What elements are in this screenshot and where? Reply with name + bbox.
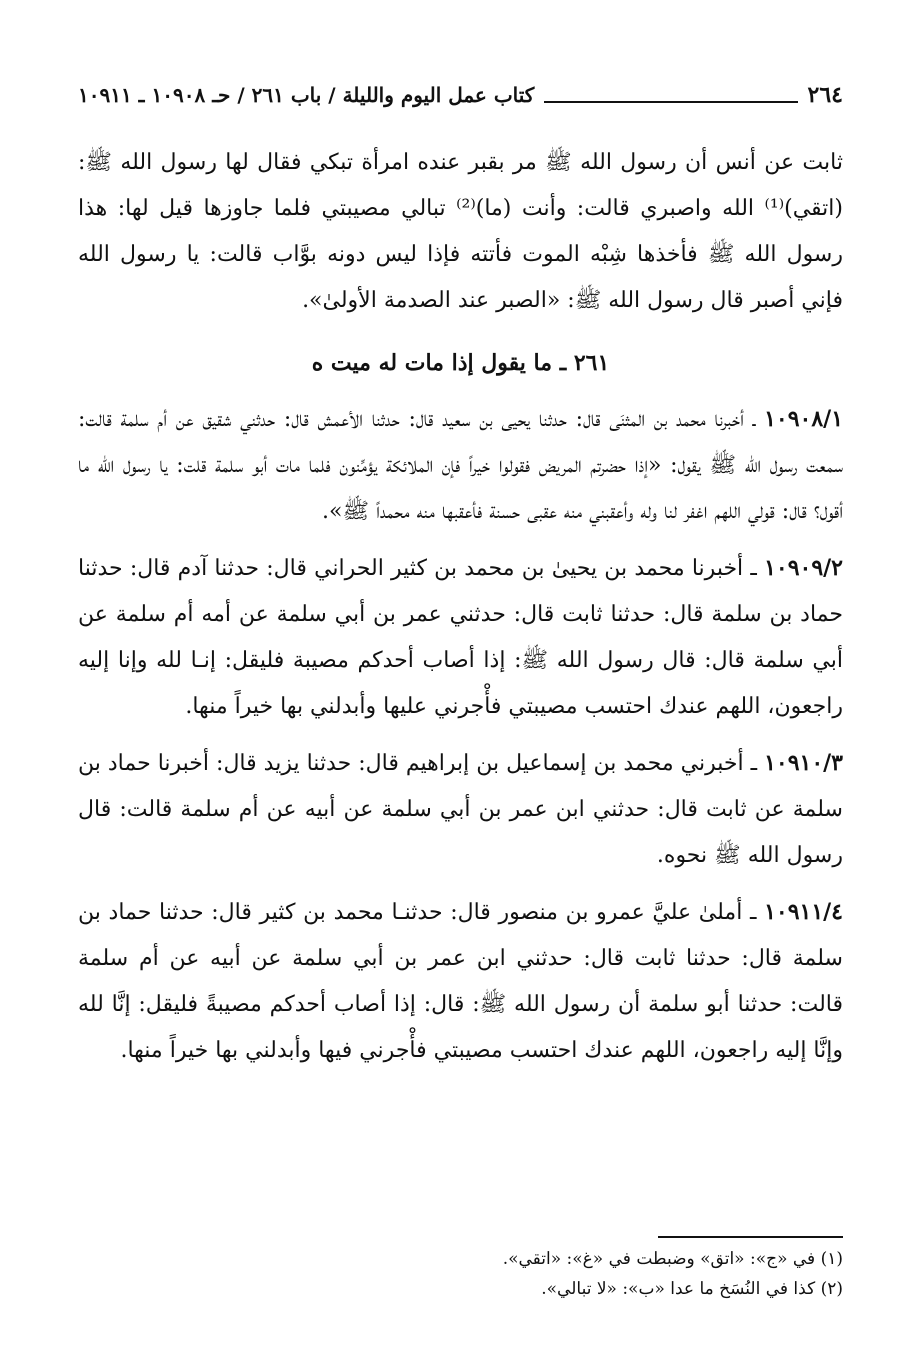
hadith-number: ١٠٩٠٨/١ <box>764 406 844 432</box>
page-number: ٢٦٤ <box>807 82 843 108</box>
footnote-rule <box>658 1236 843 1238</box>
intro-paragraph: ثابت عن أنس أن رسول الله ﷺ مر بقبر عنده امرأة تبكي فقال لها رسول الله ﷺ: (اتقي)⁽¹⁾ الله واصبري قالت: وأنت (ما)⁽²⁾ تبالي مصيبتي فلما جاوزها قيل لها: هذا رسول الله ﷺ فأخذها شِبْه الموت فأتته فإذا ليس دونه بوَّاب قالت: يا رسول الله فإني أصبر قال رسول الله ﷺ: «الصبر عند الصدمة الأولىٰ». <box>78 150 843 313</box>
header-rule <box>544 101 797 103</box>
hadith-number: ١٠٩١١/٤ <box>764 899 843 925</box>
footnotes <box>78 1236 843 1304</box>
body-text <box>78 140 843 1074</box>
hadith-text: ـ أخبرنا محمد بن المثنَى قال: حدثنا يحيى بن سعيد قال: حدثنا الأعمش قال: حدثني شقيق عن أم سلمة قالت: سمعت رسول الله ﷺ يقول: «إذا حضرتم المريض فقولوا خيراً فإن الملائكة يؤمِّنون فلما مات أبو سلمة قلت: يا رسول الله ما أقول؟ قال: قولي اللهم اغفر لنا وله وأعقبني منه عقبى حسنة فأعقبها منه محمداً ﷺ». <box>78 407 843 524</box>
hadith-text: ـ أخبرني محمد بن إسماعيل بن إبراهيم قال: حدثنا يزيد قال: أخبرنا حماد بن سلمة عن ثابت قال: حدثني ابن عمر بن أبي سلمة عن أبيه عن أم سلمة قالت: قال رسول الله ﷺ نحوه. <box>78 751 843 868</box>
hadith-entry <box>78 545 843 730</box>
hadith-number: ١٠٩٠٩/٢ <box>764 555 843 581</box>
hadith-entry <box>78 740 843 879</box>
hadith-entry <box>78 889 843 1074</box>
footnote: (٢) كذا في النُسَخ ما عدا «ب»: «لا تبالي». <box>541 1279 843 1299</box>
chapter-heading: ٢٦١ ـ ما يقول إذا مات له ميت ه <box>311 350 610 376</box>
hadith-text: ـ أملىٰ عليَّ عمرو بن منصور قال: حدثنـا محمد بن كثير قال: حدثنا حماد بن سلمة قال: حدثنا ثابت قال: حدثني ابن عمر بن أبي سلمة عن أبيه عن أم سلمة قالت: حدثنا أبو سلمة أن رسول الله ﷺ: قال: إذا أصاب أحدكم مصيبةً فليقل: إنَّا لله وإنَّا إليه راجعون، اللهم عندك احتسب مصيبتي فأْجرني فيها وأبدلني بها خيراً منها. <box>78 900 843 1063</box>
hadith-number: ١٠٩١٠/٣ <box>764 750 843 776</box>
hadith-text: ـ أخبرنا محمد بن يحيىٰ بن محمد بن كثير الحراني قال: حدثنا آدم قال: حدثنا حماد بن سلمة قال: حدثنا ثابت قال: حدثني عمر بن أبي سلمة عن أمه أم سلمة عن أبي سلمة قال: قال رسول الله ﷺ: إذا أصاب أحدكم مصيبة فليقل: إنـا لله وإنا إليه راجعون، اللهم عندك احتسب مصيبتي فأْجرني عليها وأبدلني بها خيراً منها. <box>78 556 843 719</box>
running-header <box>78 78 843 112</box>
running-title: كتاب عمل اليوم والليلة / باب ٢٦١ / حـ ١٠٩٠٨ ـ ١٠٩١١ <box>78 83 535 107</box>
footnote: (١) في «ج»: «اتق» وضبطت في «غ»: «اتقي». <box>502 1249 843 1269</box>
hadith-entry <box>78 396 843 535</box>
